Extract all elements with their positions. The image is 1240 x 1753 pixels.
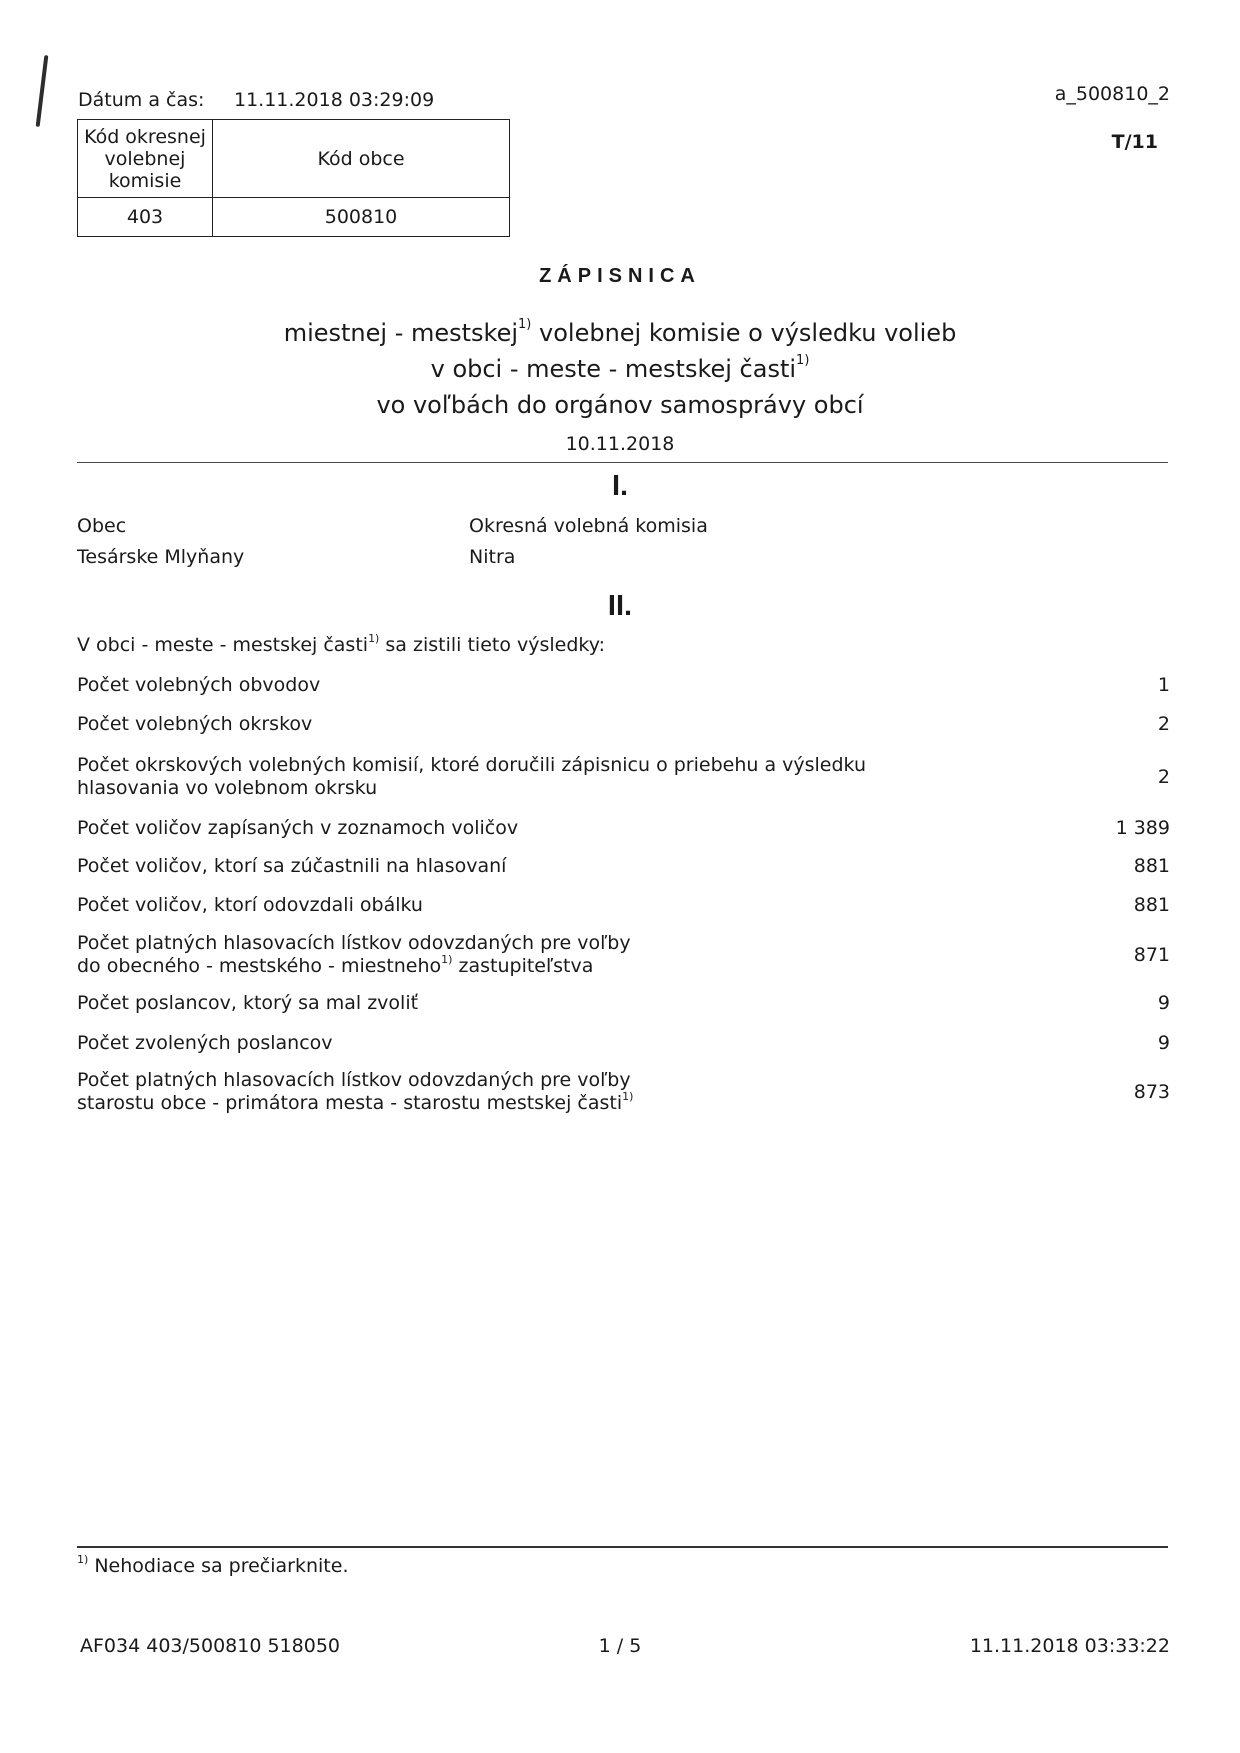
subtitle-line-1-head: miestnej - mestskej: [283, 319, 519, 347]
code-table-header-municipality: Kód obce: [213, 120, 510, 198]
datetime-value: 11.11.2018 03:29:09: [234, 89, 435, 111]
pen-mark: [36, 55, 49, 127]
datetime-label: Dátum a čas:: [78, 89, 205, 111]
district-commission-value: Nitra: [469, 546, 516, 568]
result-row-label: Počet voličov, ktorí sa zúčastnili na hlasovaní: [77, 855, 507, 877]
result-row-label: Počet volebných okrskov: [77, 713, 313, 735]
results-intro-tail: sa zistili tieto výsledky:: [385, 634, 606, 656]
footnote-mark: 1): [518, 317, 532, 332]
page-number: 1 / 5: [598, 1635, 642, 1657]
result-row-label-line-2: [77, 1089, 897, 1115]
result-row-label-line-2: [77, 952, 897, 978]
footnote: [77, 1552, 349, 1578]
result-row-label: Počet voličov zapísaných v zoznamoch voličov: [77, 817, 519, 839]
result-row-label: [77, 754, 897, 800]
footnote-mark: 1): [77, 1552, 89, 1566]
district-commission-label: Okresná volebná komisia: [469, 515, 708, 537]
section-1-heading: I.: [611, 470, 629, 502]
document-title: ZÁPISNICA: [539, 265, 701, 287]
code-table-header-district: Kód okresnej volebnej komisie: [78, 120, 213, 198]
divider: [77, 462, 1168, 463]
subtitle-line-2: [0, 354, 1240, 384]
code-table-value-district: 403: [78, 198, 213, 237]
code-table: [77, 119, 510, 237]
result-row-label: Počet voličov, ktorí odovzdali obálku: [77, 894, 423, 916]
results-intro-head: V obci - meste - mestskej časti: [77, 634, 369, 656]
result-row-value: 871: [1133, 944, 1170, 966]
result-row-label: [77, 932, 897, 978]
municipality-label: Obec: [77, 515, 127, 537]
footnote-mark: 1): [368, 631, 380, 645]
election-date: 10.11.2018: [565, 433, 675, 455]
section-2-heading: II.: [607, 590, 633, 622]
result-row-value: 1: [1157, 674, 1170, 696]
result-row-label-line-1: Počet platných hlasovacích lístkov odovzdaných pre voľby: [77, 932, 631, 954]
result-row-value: 9: [1157, 992, 1170, 1014]
form-code: T/11: [1111, 131, 1158, 153]
results-intro: [77, 631, 606, 657]
result-row-label-line-1: Počet okrskových volebných komisií, ktoré doručili zápisnicu o priebehu a výsledku: [77, 754, 867, 776]
result-row-label: Počet volebných obvodov: [77, 674, 321, 696]
footnote-mark: 1): [441, 952, 453, 966]
footnote-text: Nehodiace sa prečiarknite.: [94, 1555, 349, 1577]
result-row-value: 881: [1133, 855, 1170, 877]
result-row-label: [77, 1069, 897, 1115]
footnote-mark: 1): [622, 1089, 634, 1103]
footer-timestamp: 11.11.2018 03:33:22: [969, 1635, 1170, 1657]
result-row-label: Počet poslancov, ktorý sa mal zvoliť: [77, 992, 419, 1014]
result-row-label-line-2: hlasovania vo volebnom okrsku: [77, 777, 378, 799]
result-row-label-line-1: Počet platných hlasovacích lístkov odovzdaných pre voľby: [77, 1069, 631, 1091]
municipality-value: Tesárske Mlyňany: [77, 546, 245, 568]
result-row-value: 881: [1133, 894, 1170, 916]
result-row-value: 2: [1157, 766, 1170, 788]
result-row-value: 2: [1157, 713, 1170, 735]
subtitle-line-2-text: v obci - meste - mestskej časti: [430, 355, 797, 383]
result-row-label-line-2-head: starostu obce - primátora mesta - starostu mestskej časti: [77, 1092, 623, 1114]
result-row-label: Počet zvolených poslancov: [77, 1032, 333, 1054]
result-row-value: 873: [1133, 1081, 1170, 1103]
result-row-label-line-2-tail: zastupiteľstva: [458, 955, 594, 977]
footer-document-code: AF034 403/500810 518050: [80, 1635, 340, 1657]
footnote-divider: [77, 1546, 1168, 1548]
footnote-mark: 1): [796, 353, 810, 368]
subtitle-line-3: vo voľbách do orgánov samosprávy obcí: [376, 391, 864, 419]
subtitle-line-1-tail: volebnej komisie o výsledku volieb: [539, 319, 957, 347]
document-id: a_500810_2: [1054, 83, 1170, 105]
subtitle-line-1: [0, 318, 1240, 348]
result-row-value: 1 389: [1115, 817, 1170, 839]
code-table-value-municipality: 500810: [213, 198, 510, 237]
result-row-label-line-2-head: do obecného - mestského - miestneho: [77, 955, 442, 977]
result-row-value: 9: [1157, 1032, 1170, 1054]
